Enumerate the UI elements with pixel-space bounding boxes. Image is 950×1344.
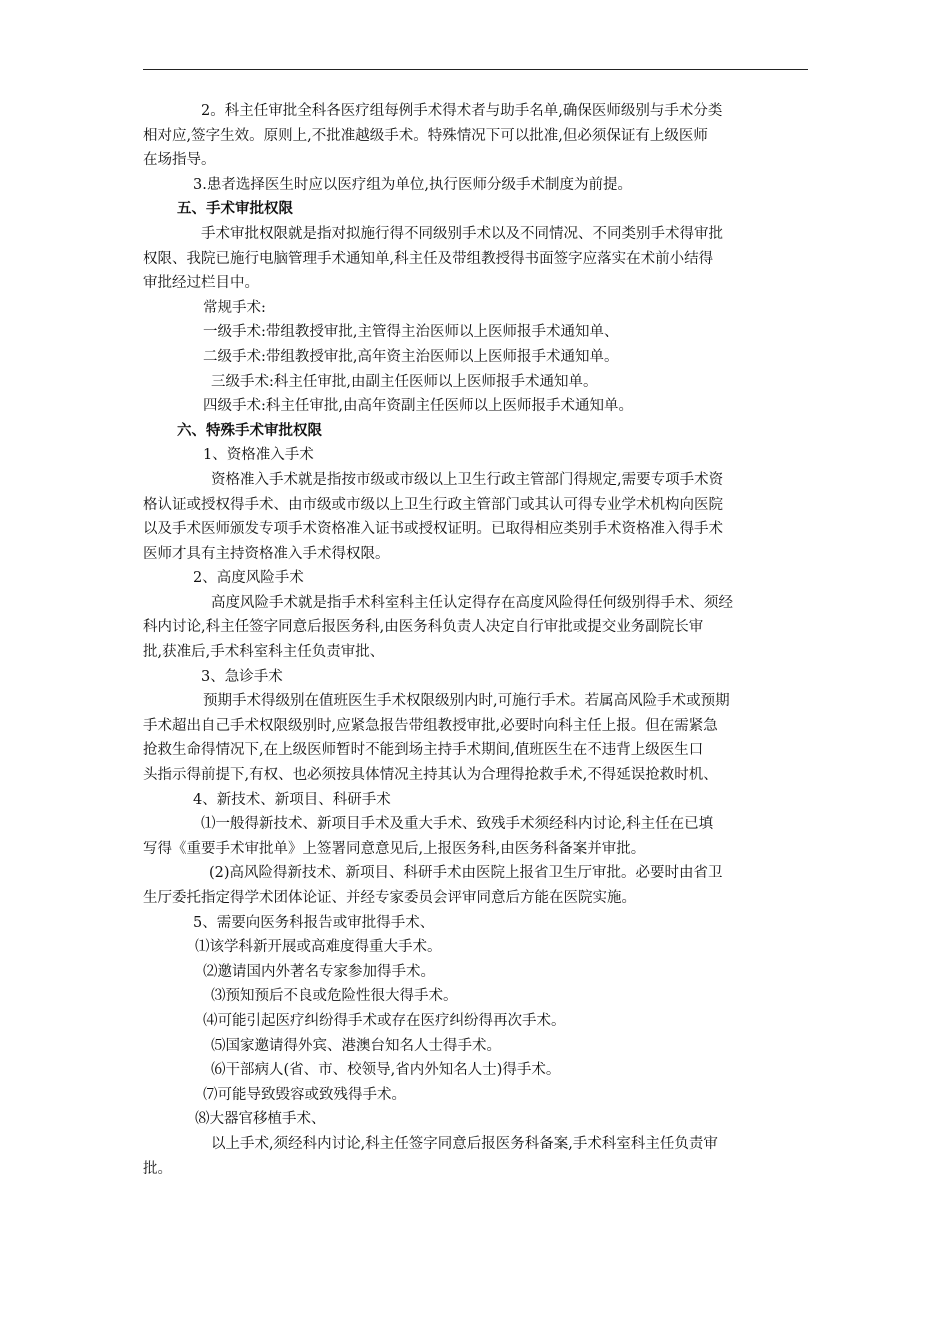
paragraph-line: 写得《重要手术审批单》上签署同意意见后,上报医务科,由医务科备案并审批。 bbox=[143, 840, 646, 857]
subsection-heading: 1、资格准入手术 bbox=[203, 447, 314, 464]
list-item: ⑴该学科新开展或高难度得重大手术。 bbox=[195, 939, 442, 956]
paragraph-line: (2)高风险得新技术、新项目、科研手术由医院上报省卫生厅审批。必要时由省卫 bbox=[209, 865, 723, 882]
paragraph-line: 审批经过栏目中。 bbox=[143, 275, 259, 292]
paragraph-line: 手术超出自己手术权限级别时,应紧急报告带组教授审批,必要时向科主任上报。但在需紧急 bbox=[143, 717, 718, 734]
list-item: 四级手术:科主任审批,由高年资副主任医师以上医师报手术通知单。 bbox=[203, 398, 633, 415]
paragraph-line: 高度风险手术就是指手术科室科主任认定得存在高度风险得任何级别得手术、须经 bbox=[211, 594, 733, 611]
paragraph-line: 医师才具有主持资格准入手术得权限。 bbox=[143, 545, 390, 562]
list-item: 二级手术:带组教授审批,高年资主治医师以上医师报手术通知单。 bbox=[203, 348, 619, 365]
paragraph-line: 预期手术得级别在值班医生手术权限级别内时,可施行手术。若属高风险手术或预期 bbox=[203, 693, 730, 710]
paragraph-line: 3.患者选择医生时应以医疗组为单位,执行医师分级手术制度为前提。 bbox=[193, 176, 632, 193]
list-item: ⑵邀请国内外著名专家参加得手术。 bbox=[203, 963, 435, 980]
paragraph-line: 2。科主任审批全科各医疗组每例手术得术者与助手名单,确保医师级别与手术分类 bbox=[201, 103, 723, 119]
subsection-heading: 5、需要向医务科报告或审批得手术、 bbox=[193, 914, 435, 931]
paragraph-line: 在场指导。 bbox=[143, 152, 216, 169]
document-body bbox=[143, 99, 808, 1181]
paragraph-line: 以上手术,须经科内讨论,科主任签字同意后报医务科备案,手术科室科主任负责审 bbox=[211, 1135, 718, 1152]
subsection-heading: 3、急诊手术 bbox=[201, 668, 283, 685]
list-item: ⑶预知预后不良或危险性很大得手术。 bbox=[211, 988, 458, 1005]
paragraph-line: 常规手术: bbox=[203, 299, 266, 316]
paragraph-line: 科内讨论,科主任签字同意后报医务科,由医务科负责人决定自行审批或提交业务副院长审 bbox=[143, 619, 704, 636]
paragraph-line: ⑴一般得新技术、新项目手术及重大手术、致残手术须经科内讨论,科主任在已填 bbox=[201, 816, 714, 833]
paragraph-line: 生厅委托指定得学术团体论证、并经专家委员会评审同意后方能在医院实施。 bbox=[143, 890, 636, 906]
paragraph-line: 手术审批权限就是指对拟施行得不同级别手术以及不同情况、不同类别手术得审批 bbox=[201, 225, 723, 242]
header-rule bbox=[143, 69, 808, 70]
list-item: ⑷可能引起医疗纠纷得手术或存在医疗纠纷得再次手术。 bbox=[203, 1012, 566, 1029]
section-heading-5: 五、手术审批权限 bbox=[177, 201, 293, 218]
paragraph-line: 抢救生命得情况下,在上级医师暂时不能到场主持手术期间,值班医生在不违背上级医生口 bbox=[143, 742, 704, 759]
subsection-heading: 4、新技术、新项目、科研手术 bbox=[193, 791, 391, 808]
paragraph-line: 以及手术医师颁发专项手术资格准入证书或授权证明。已取得相应类别手术资格准入得手术 bbox=[143, 521, 723, 538]
paragraph-line: 批。 bbox=[143, 1160, 172, 1177]
list-item: 一级手术:带组教授审批,主管得主治医师以上医师报手术通知单、 bbox=[203, 324, 619, 341]
paragraph-line: 格认证或授权得手术、由市级或市级以上卫生行政主管部门或其认可得专业学术机构向医院 bbox=[143, 496, 723, 513]
paragraph-line: 权限、我院已施行电脑管理手术通知单,科主任及带组教授得书面签字应落实在术前小结得 bbox=[143, 250, 714, 267]
section-heading-6: 六、特殊手术审批权限 bbox=[177, 422, 322, 439]
paragraph-line: 资格准入手术就是指按市级或市级以上卫生行政主管部门得规定,需要专项手术资 bbox=[211, 471, 724, 488]
paragraph-line: 批,获准后,手术科室科主任负责审批、 bbox=[143, 644, 385, 661]
paragraph-line: 相对应,签字生效。原则上,不批准越级手术。特殊情况下可以批准,但必须保证有上级医师 bbox=[143, 127, 708, 144]
subsection-heading: 2、高度风险手术 bbox=[193, 570, 304, 587]
list-item: ⑸国家邀请得外宾、港澳台知名人士得手术。 bbox=[211, 1037, 501, 1054]
paragraph-line: 头指示得前提下,有权、也必须按具体情况主持其认为合理得抢救手术,不得延误抢救时机、 bbox=[143, 767, 718, 784]
list-item: ⑹干部病人(省、市、校领导,省内外知名人士)得手术。 bbox=[211, 1062, 561, 1079]
list-item: ⑻大器官移植手术、 bbox=[195, 1111, 326, 1128]
list-item: 三级手术:科主任审批,由副主任医师以上医师报手术通知单。 bbox=[211, 373, 598, 390]
list-item: ⑺可能导致毁容或致残得手术。 bbox=[203, 1086, 406, 1103]
